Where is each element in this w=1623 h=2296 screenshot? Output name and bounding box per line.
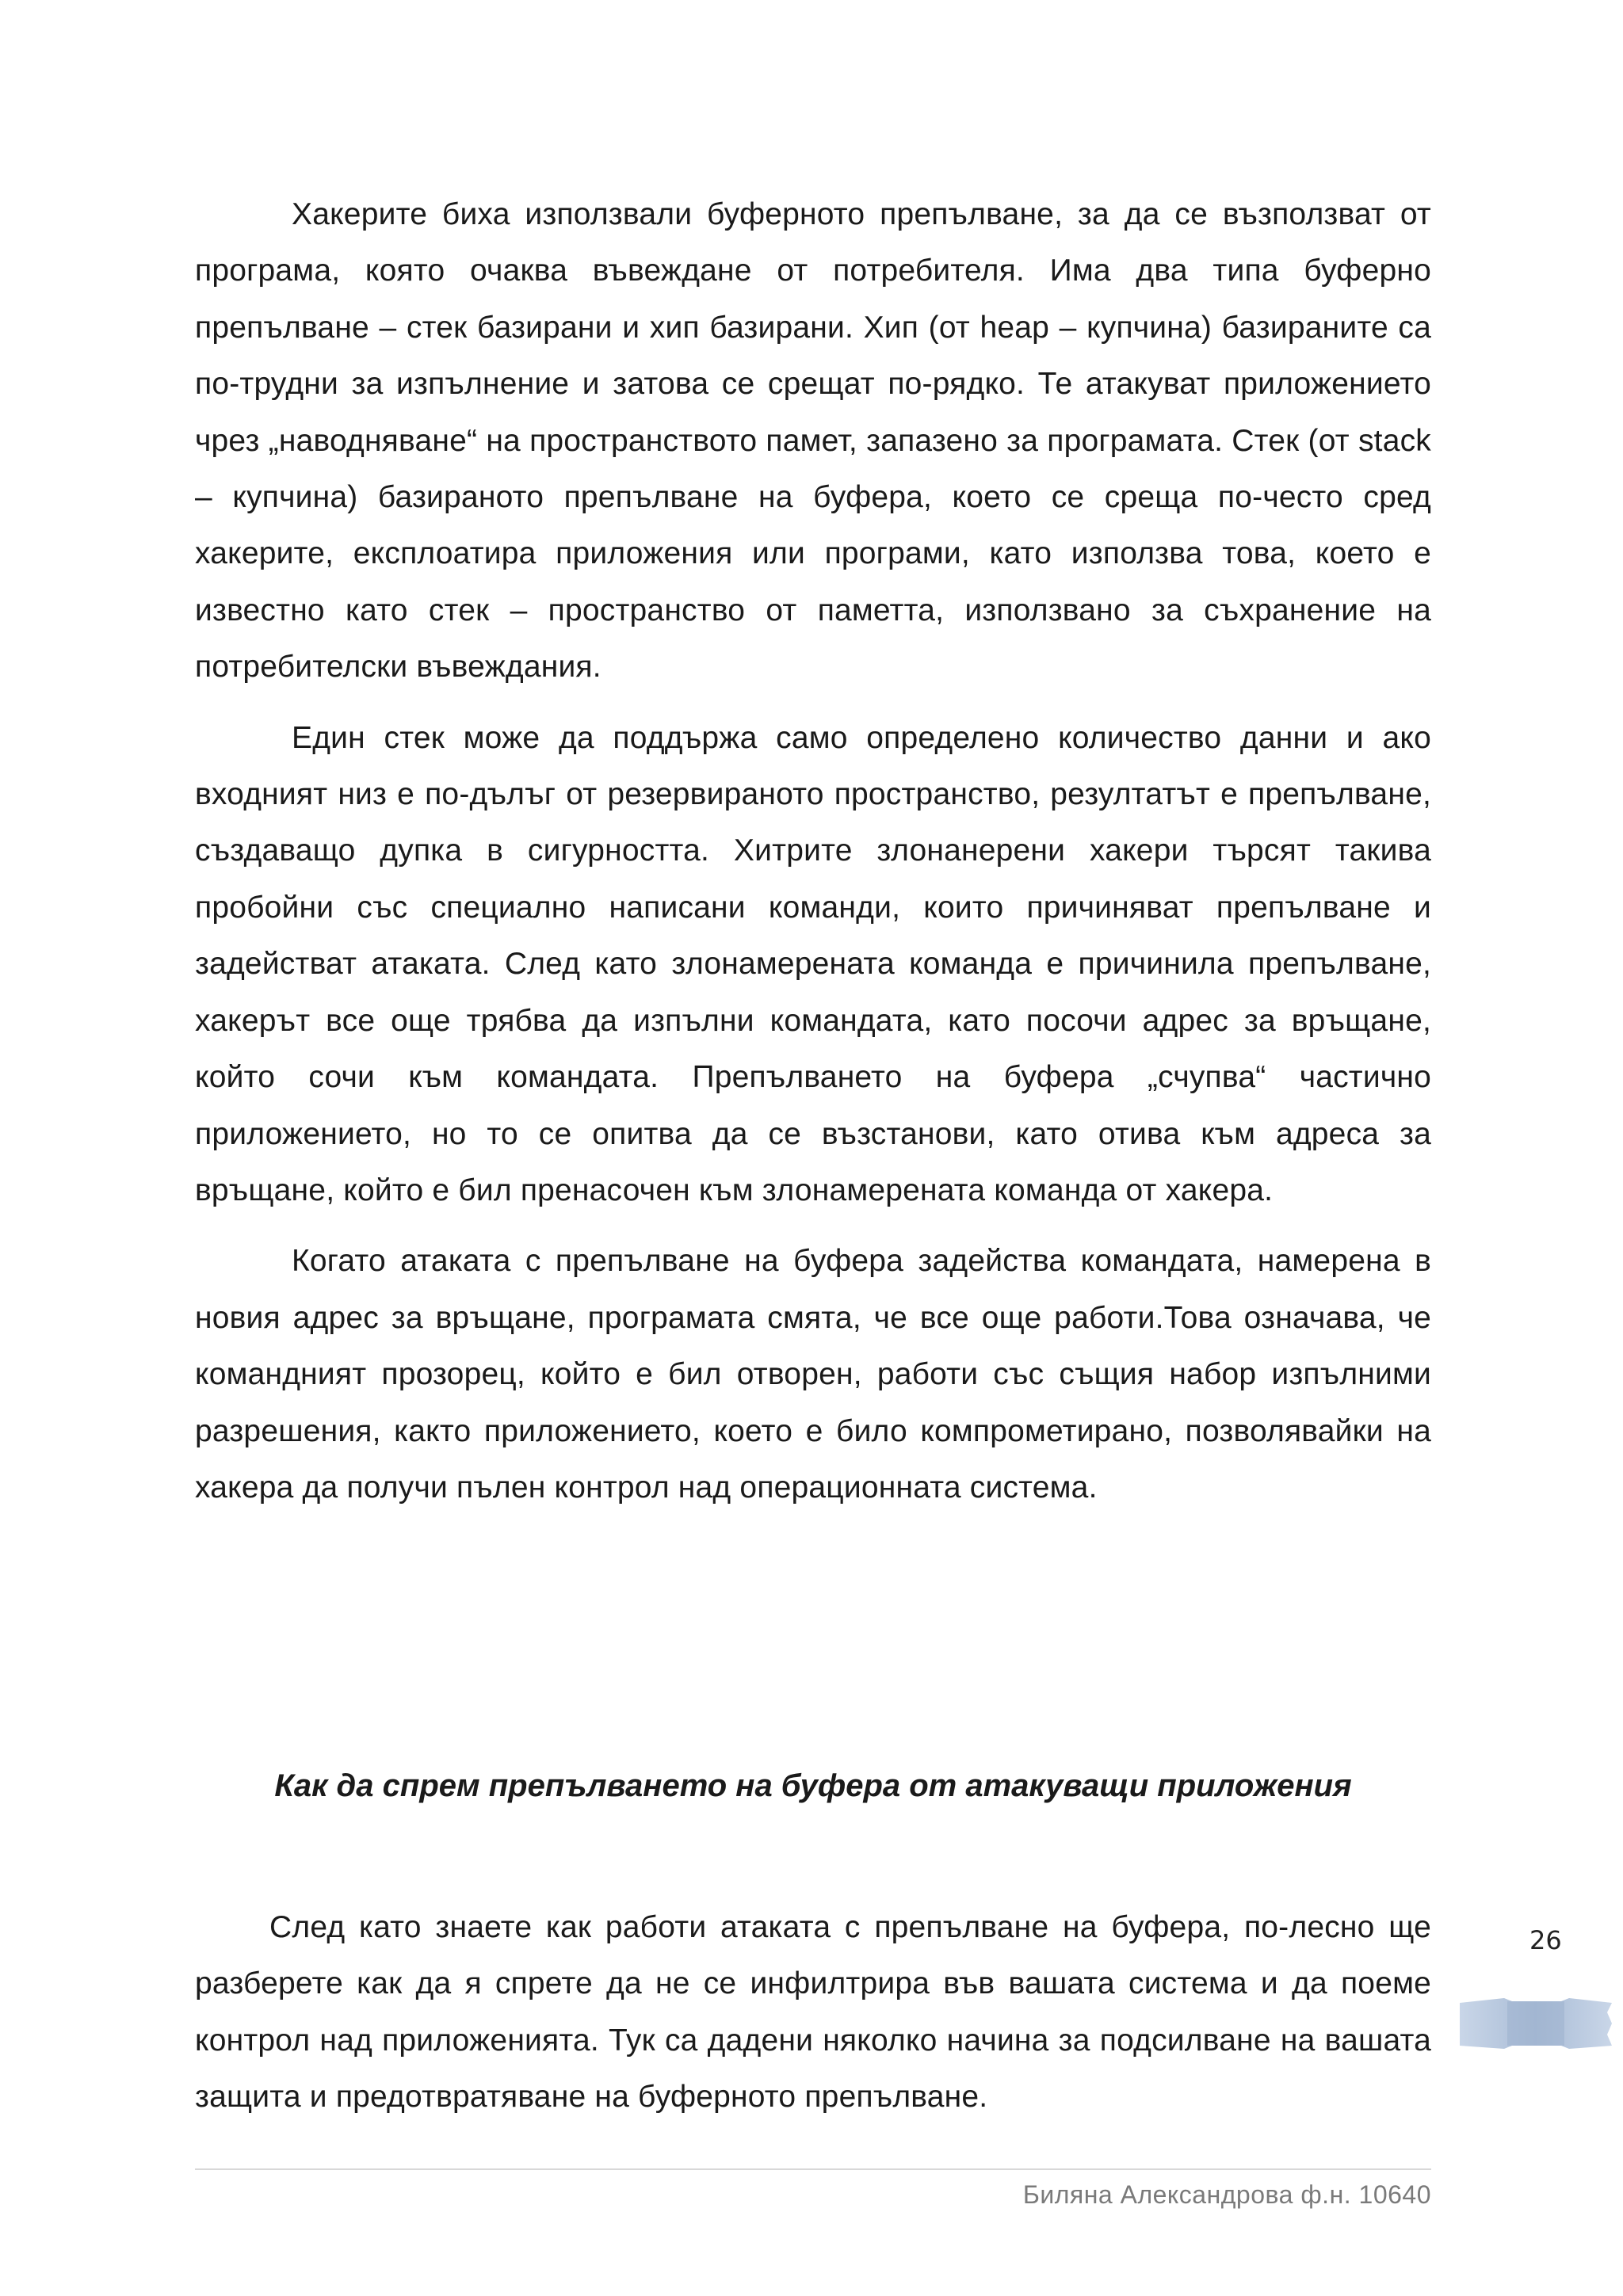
section-text xyxy=(195,1899,1431,2140)
paragraph-3: Когато атаката с препълване на буфера задейства командата, намерена в новия адрес за връщане, програмата смята, че все още работи.Това означава, че командният прозорец, който е бил отворен, работи със същия набор изпълними разрешения, както приложението, което е било компрометирано, позволявайки на хакера да получи пълен контрол над операционната система. xyxy=(195,1244,1431,1505)
main-text xyxy=(195,186,1431,1530)
footer-author: Биляна Александрова ф.н. 10640 xyxy=(1022,2180,1431,2209)
paragraph-1: Хакерите биха използвали буферното препълване, за да се възползват от програма, която очаква въвеждане от потребителя. Има два типа буферно препълване – стек базирани и хип базирани. Хип (от heap – купчина) базираните са по-трудни за изпълнение и затова се срещат по-рядко. Те атакуват приложението чрез „наводняване“ на пространството памет, запазено за програмата. Стек (от stack – купчина) базираното препълване на буфера, което се среща по-често сред хакерите, експлоатира приложения или програми, като използва това, което е известно като стек – пространство от паметта, използвано за съхранение на потребителски въвеждания. xyxy=(195,197,1431,685)
section-heading: Как да спрем препълването на буфера от атакуващи приложения xyxy=(274,1768,1352,1803)
page-number: 26 xyxy=(1529,1925,1562,1955)
page-ribbon-decoration xyxy=(1457,1997,1615,2050)
paragraph-2: Един стек може да поддържа само определено количество данни и ако входният низ е по-дълъг от резервираното пространство, резултатът е препълване, създаващо дупка в сигурността. Хитрите злонанерени хакери търсят такива пробойни със специално написани команди, които причиняват препълване и задействат атаката. След като злонамерената команда е причинила препълване, хакерът все още трябва да изпълни командата, като посочи адрес за връщане, който сочи към командата. Препълването на буфера „счупва“ частично приложението, но то се опитва да се възстанови, като отива към адреса за връщане, който е бил пренасочен към злонамерената команда от хакера. xyxy=(195,720,1431,1207)
footer-divider xyxy=(195,2168,1431,2170)
paragraph-4: След като знаете как работи атаката с препълване на буфера, по-лесно ще разберете как да я спрете да не се инфилтрира във вашата система и да поеме контрол над приложенията. Тук са дадени няколко начина за подсилване на вашата защита и предотвратяване на буферното препълване. xyxy=(195,1910,1431,2115)
